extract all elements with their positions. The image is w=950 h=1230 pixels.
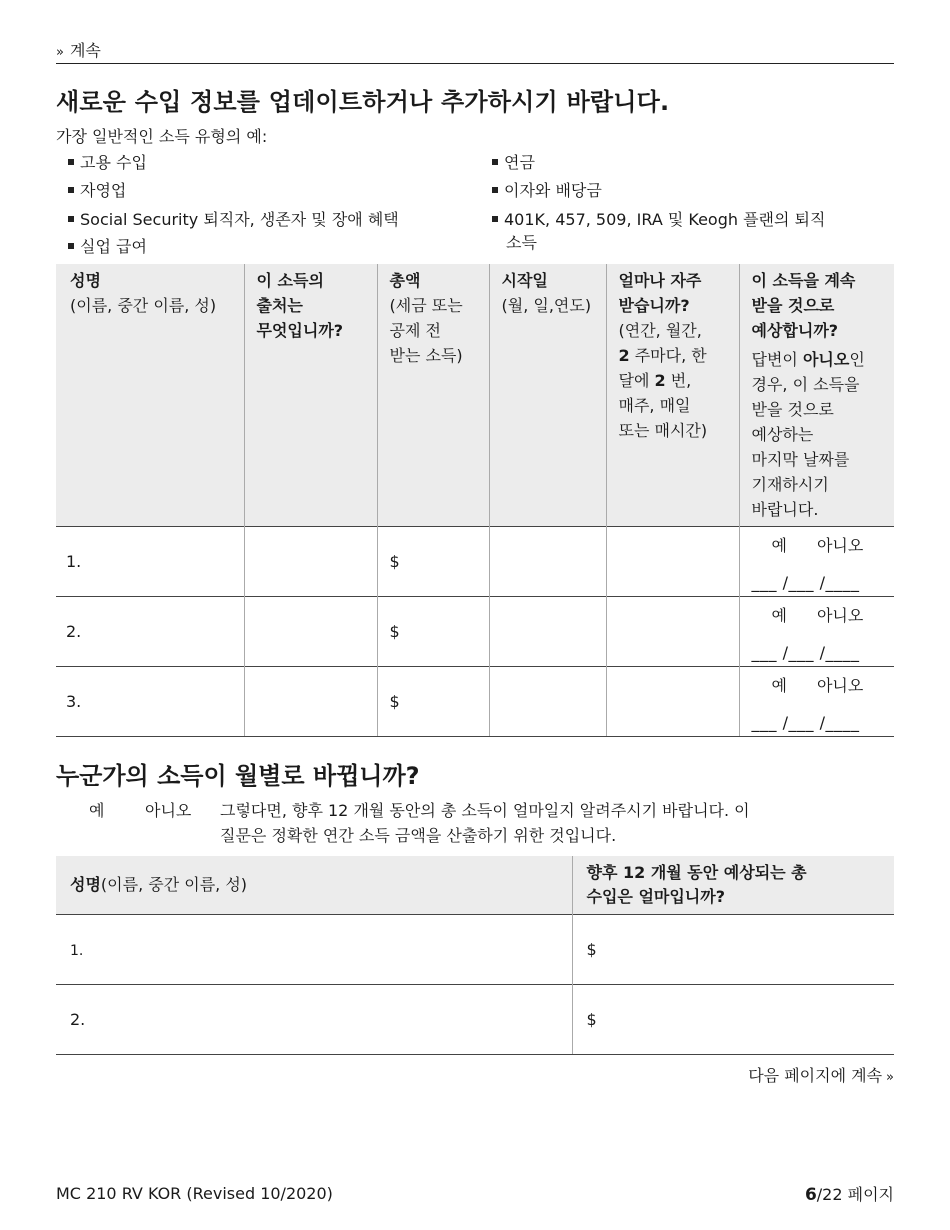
yes-option[interactable]: 예 (771, 676, 787, 695)
col-header-start-date: 시작일 (월, 일,연도) (489, 264, 606, 527)
row-number: 1. (56, 527, 244, 597)
list-item: 연금 (492, 150, 535, 173)
frequency-input[interactable] (606, 597, 739, 667)
amount-input[interactable]: $ (377, 597, 489, 667)
annual-amount-input[interactable]: $ (572, 985, 894, 1055)
expect-continue-cell (739, 667, 894, 737)
bullet-icon (492, 159, 498, 165)
col-header-amount: 총액 (세금 또는 공제 전 받는 소득) (377, 264, 489, 527)
name-input[interactable]: 2. (56, 985, 572, 1055)
annual-amount-input[interactable]: $ (572, 915, 894, 985)
bullet-icon (492, 187, 498, 193)
no-option[interactable]: 아니오 (816, 676, 864, 695)
bullet-icon (68, 216, 74, 222)
frequency-input[interactable] (606, 527, 739, 597)
section-title-income: 새로운 수입 정보를 업데이트하거나 추가하시기 바랍니다. (56, 88, 670, 116)
bullet-icon (68, 187, 74, 193)
frequency-input[interactable] (606, 667, 739, 737)
last-date-field[interactable]: ___ /___ /____ (751, 713, 860, 732)
yes-option[interactable]: 예 (89, 801, 105, 820)
col-header-expect-continue: 이 소득을 계속 받을 것으로 예상합니까? 답변이 아니오인 경우, 이 소득을 받을 것으로 예상하는 마지막 날짜를 기재하시기 바랍니다. (739, 264, 894, 527)
expect-continue-cell (739, 597, 894, 667)
continued-next-page: 다음 페이지에 계속 » (748, 1066, 894, 1085)
continued-label: » 계속 (56, 41, 101, 60)
amount-input[interactable]: $ (377, 527, 489, 597)
page-number: 6/22 페이지 (804, 1185, 894, 1205)
bullet-icon (68, 243, 74, 249)
bullet-icon (68, 159, 74, 165)
bullet-icon (492, 216, 498, 222)
table-row (56, 597, 894, 667)
start-date-input[interactable] (489, 667, 606, 737)
annual-income-table (56, 856, 894, 1055)
table-row (56, 915, 894, 985)
table-row (56, 985, 894, 1055)
col-header-name: 성명(이름, 중간 이름, 성) (56, 856, 572, 915)
col-header-source: 이 소득의 출처는 무엇입니까? (244, 264, 377, 527)
form-id: MC 210 RV KOR (Revised 10/2020) (56, 1184, 333, 1203)
table-header-row (56, 264, 894, 527)
section-title-monthly-change: 누군가의 소득이 월별로 바뀝니까? (56, 762, 420, 790)
start-date-input[interactable] (489, 527, 606, 597)
amount-input[interactable]: $ (377, 667, 489, 737)
no-option[interactable]: 아니오 (145, 801, 192, 820)
list-item: 자영업 (68, 178, 126, 201)
source-input[interactable] (244, 667, 377, 737)
source-input[interactable] (244, 597, 377, 667)
name-input[interactable]: 1. (56, 915, 572, 985)
chevron-right-icon: » (56, 45, 64, 60)
list-item: 실업 급여 (68, 234, 147, 257)
table-header-row (56, 856, 894, 915)
start-date-input[interactable] (489, 597, 606, 667)
list-item: 이자와 배당금 (492, 178, 602, 201)
question-text: 그렇다면, 향후 12 개월 동안의 총 소득이 얼마일지 알려주시기 바랍니다. 이 질문은 정확한 연간 소득 금액을 산출하기 위한 것입니다. (220, 801, 750, 845)
list-item: 401K, 457, 509, IRA 및 Keogh 플랜의 퇴직 소득 (492, 207, 825, 253)
last-date-field[interactable]: ___ /___ /____ (751, 643, 860, 662)
list-item: Social Security 퇴직자, 생존자 및 장애 혜택 (68, 207, 399, 230)
table-row (56, 667, 894, 737)
divider (56, 63, 894, 64)
table-row (56, 527, 894, 597)
source-input[interactable] (244, 527, 377, 597)
no-option[interactable]: 아니오 (816, 536, 864, 555)
last-date-field[interactable]: ___ /___ /____ (751, 573, 860, 592)
col-header-name: 성명 (이름, 중간 이름, 성) (56, 264, 244, 527)
row-number: 3. (56, 667, 244, 737)
chevron-right-icon: » (886, 1070, 894, 1085)
col-header-annual-total: 향후 12 개월 동안 예상되는 총 수입은 얼마입니까? (572, 856, 894, 915)
yes-option[interactable]: 예 (771, 536, 787, 555)
yes-option[interactable]: 예 (771, 606, 787, 625)
list-item: 고용 수입 (68, 150, 147, 173)
row-number: 2. (56, 597, 244, 667)
col-header-frequency: 얼마나 자주 받습니까? (연간, 월간, 2 주마다, 한 달에 2 번, 매주, 매일 또는 매시간) (606, 264, 739, 527)
expect-continue-cell (739, 527, 894, 597)
income-table (56, 264, 894, 737)
examples-intro: 가장 일반적인 소득 유형의 예: (56, 127, 268, 146)
no-option[interactable]: 아니오 (816, 606, 864, 625)
